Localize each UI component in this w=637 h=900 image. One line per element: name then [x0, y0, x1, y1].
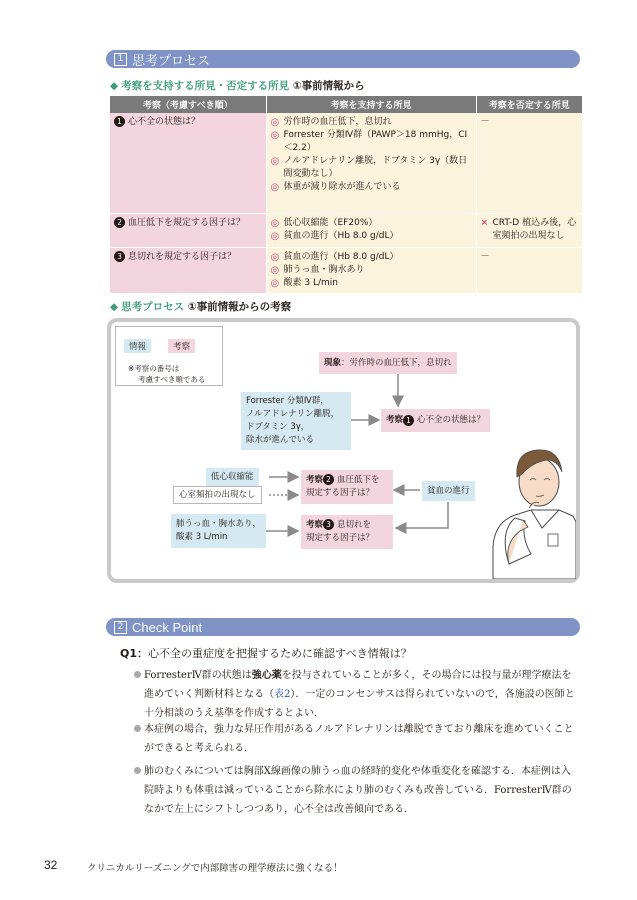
against-cell: － — [476, 247, 582, 293]
support-cell: ◎ 低心収縮能（EF20%） ◎ 貧血の進行（Hb 8.0 g/dL） — [266, 213, 476, 247]
arrow-anemia-to-c3 — [396, 502, 448, 528]
double-circle-icon: ◎ — [270, 156, 280, 167]
diamond-icon: ◆ — [110, 301, 119, 313]
table-reference-link[interactable]: 表2 — [274, 689, 291, 700]
number-badge: 3 — [323, 519, 334, 530]
bullet-item: ForresterⅣ群の状態は強心薬を投与されていることが多く，その場合には投与量が理学療法を進めていく判断材料となる（表2）．一定のコンセンサスは得られていないので，各施設の医師と十分相談のうえ基準を作成するとよい． — [134, 666, 579, 723]
number-badge: 1 — [114, 116, 125, 127]
double-circle-icon: ◎ — [270, 264, 280, 276]
diagram-heading: ◆ 思考プロセス ①事前情報からの考察 — [110, 301, 292, 313]
bullet-icon — [134, 725, 141, 732]
section-header-thinking-process — [106, 50, 580, 68]
consideration-cell: 2 血圧低下を規定する因子は？ — [110, 213, 266, 247]
legend-info: 情報 — [124, 339, 151, 353]
consider-box-3: 考察 3 息切れを 規定する因子は？ — [301, 515, 393, 549]
legend-note: ※考察の番号は 考慮すべき順である — [128, 364, 206, 384]
legend-consider: 考察 — [168, 339, 195, 353]
column-header: 考察（考慮すべき順） — [110, 96, 266, 113]
support-cell: ◎ 貧血の進行（Hb 8.0 g/dL） ◎ 肺うっ血・胸水あり ◎ 酸素 3 L/min — [266, 247, 476, 293]
section-title: Check Point — [132, 619, 203, 635]
question-q1: Q1：心不全の重症度を把握するために確認すべき情報は？ — [120, 647, 412, 660]
cross-icon: × — [480, 217, 489, 228]
book-title: クリニカルリーズニングで内部障害の理学療法に強くなる！ — [87, 863, 343, 874]
diamond-icon: ◆ — [110, 80, 119, 92]
info-box-anemia: 貧血の進行 — [422, 481, 475, 501]
against-cell: × CRT-D 植込み後，心室頻拍の出現なし — [476, 213, 582, 247]
double-circle-icon: ◎ — [270, 217, 280, 229]
double-circle-icon: ◎ — [270, 277, 280, 289]
section-number: 1 — [114, 53, 127, 66]
bullet-item: 肺のむくみについては胸部Ⅹ線画像の肺うっ血の経時的変化や体重変化を確認する．本症例は入院時よりも体重は減っていることから除水により肺のむくみも改善している．ForresterⅣ群のなかで左上にシフトしつつあり，心不全は改善傾向である． — [134, 762, 579, 819]
table-heading: ◆ 考察を支持する所見・否定する所見 ①事前情報から — [110, 80, 365, 92]
consideration-cell: 1 心不全の状態は？ — [110, 113, 266, 213]
info-box-lung: 肺うっ血・胸水あり， 酸素 3 L/min — [171, 514, 266, 548]
page-number: 32 — [44, 858, 58, 872]
consideration-cell: 3 息切れを規定する因子は？ — [110, 247, 266, 293]
phenomenon-box: 現象 ：労作時の血圧低下，息切れ — [319, 352, 457, 374]
double-circle-icon: ◎ — [270, 130, 280, 141]
section-title: 思考プロセス — [132, 52, 211, 68]
info-box-forrester: Forrester 分類Ⅳ群， ノルアドレナリン離脱， ドブタミン 3γ， 除水が進んでいる — [241, 392, 351, 450]
column-header: 考察を支持する所見 — [266, 96, 476, 113]
consider-box-1: 考察 1 心不全の状態は？ — [381, 409, 490, 432]
findings-table — [110, 96, 582, 294]
column-header: 考察を否定する所見 — [476, 96, 582, 113]
bullet-item: 本症例の場合，強力な昇圧作用があるノルアドレナリンは離脱できており離床を進めていくことができると考えられる． — [134, 720, 579, 758]
bullet-icon — [134, 671, 141, 678]
double-circle-icon: ◎ — [270, 182, 280, 193]
info-box-no-vt: 心室頻拍の出現なし — [173, 486, 262, 504]
table-row — [110, 113, 582, 213]
double-circle-icon: ◎ — [270, 230, 280, 242]
support-cell: ◎ 労作時の血圧低下，息切れ ◎ Forrester 分類Ⅳ群（PAWP＞18 mmHg，CI＜2.2） ◎ ノルアドレナリン離脱，ドブタミン 3γ（数日間変動なし） ◎ 体重が減り除水が進んでいる — [266, 113, 476, 213]
doctor-illustration — [493, 450, 576, 579]
consider-box-2: 考察 2 血圧低下を 規定する因子は？ — [301, 470, 393, 504]
table-row — [110, 247, 582, 293]
info-box-low-contractility: 低心収縮能 — [206, 468, 259, 486]
table-header-row — [110, 96, 582, 113]
section-number: 2 — [114, 621, 127, 634]
number-badge: 2 — [114, 217, 125, 228]
thinking-process-diagram — [107, 318, 580, 583]
double-circle-icon: ◎ — [270, 117, 280, 128]
number-badge: 1 — [403, 415, 414, 426]
table-row — [110, 213, 582, 247]
against-cell: － — [476, 113, 582, 213]
bullet-icon — [134, 767, 141, 774]
double-circle-icon: ◎ — [270, 251, 280, 263]
number-badge: 2 — [323, 474, 334, 485]
number-badge: 3 — [114, 251, 125, 262]
section-header-check-point — [106, 618, 580, 636]
